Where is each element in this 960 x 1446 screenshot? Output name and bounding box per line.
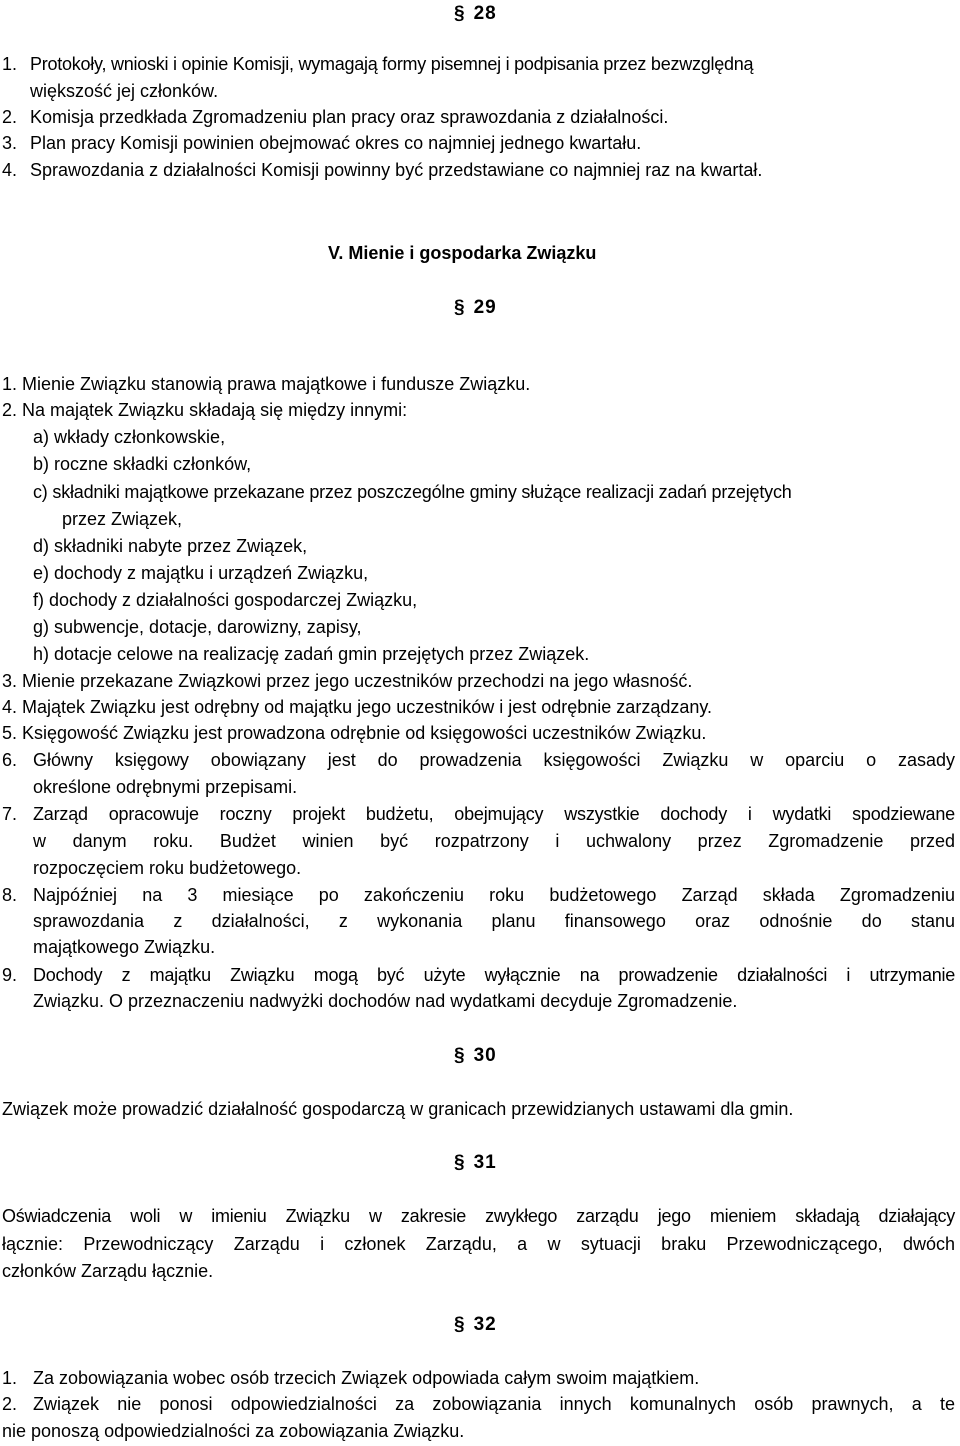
section-heading-29 xyxy=(454,296,497,320)
section-symbol: § xyxy=(454,1045,466,1066)
s28-item-1-line-2: większość jej członków. xyxy=(30,81,219,101)
s29-paragraph-8-num: 8. xyxy=(2,885,18,905)
section-symbol: § xyxy=(454,297,466,318)
s29-sub-g: g) subwencje, dotacje, darowizny, zapisy, xyxy=(33,617,362,637)
s29-paragraph-9-num: 9. xyxy=(2,965,18,985)
section-heading-28 xyxy=(454,2,497,26)
s28-item-2: 2. Komisja przedkłada Zgromadzeniu plan pracy oraz sprawozdania z działalności. xyxy=(2,107,669,127)
s29-paragraph-4: 4. Majątek Związku jest odrębny od majątku jego uczestników i jest odrębnie zarządzany. xyxy=(2,697,713,717)
s28-item-1-line-1: 1. Protokoły, wnioski i opinie Komisji, wymagają formy pisemnej i podpisania przez bezwzględną xyxy=(2,54,754,74)
s28-item-3: 3. Plan pracy Komisji powinien obejmować okres co najmniej jednego kwartału. xyxy=(2,133,642,153)
s29-paragraph-7-line-3: rozpoczęciem roku budżetowego. xyxy=(33,858,302,878)
s29-paragraph-1: 1. Mienie Związku stanowią prawa majątkowe i fundusze Związku. xyxy=(2,374,531,394)
section-symbol: § xyxy=(454,1152,466,1173)
section-number: 29 xyxy=(473,297,497,318)
s29-paragraph-6-line-1: Główny księgowy obowiązany jest do prowadzenia księgowości Związku w oparciu o zasady xyxy=(33,750,955,770)
s32-paragraph-2-num: 2. xyxy=(2,1394,18,1414)
s29-sub-e: e) dochody z majątku i urządzeń Związku, xyxy=(33,563,369,583)
s29-sub-f: f) dochody z działalności gospodarczej Związku, xyxy=(33,590,418,610)
s32-paragraph-2-line-2: nie ponoszą odpowiedzialności za zobowiązania Związku. xyxy=(2,1421,465,1441)
s32-paragraph-1-num: 1. xyxy=(2,1368,18,1388)
s29-sub-d: d) składniki nabyte przez Związek, xyxy=(33,536,308,556)
s30-text: Związek może prowadzić działalność gospodarczą w granicach przewidzianych ustawami dla gmin. xyxy=(2,1099,794,1119)
s29-paragraph-6-num: 6. xyxy=(2,750,18,770)
section-number: 30 xyxy=(473,1045,497,1066)
section-number: 32 xyxy=(473,1314,497,1335)
s29-paragraph-7-line-2: w danym roku. Budżet winien być rozpatrzony i uchwalony przez Zgromadzenie przed xyxy=(33,831,955,851)
s31-line-1: Oświadczenia woli w imieniu Związku w zakresie zwykłego zarządu jego mieniem składają działający xyxy=(2,1206,955,1226)
s31-line-3: członków Zarządu łącznie. xyxy=(2,1261,214,1281)
s29-sub-h: h) dotacje celowe na realizację zadań gmin przejętych przez Związek. xyxy=(33,644,590,664)
s29-paragraph-3: 3. Mienie przekazane Związkowi przez jego uczestników przechodzi na jego własność. xyxy=(2,671,693,691)
s29-paragraph-7-num: 7. xyxy=(2,804,18,824)
section-heading-30 xyxy=(454,1044,497,1068)
s32-paragraph-2-line-1: Związek nie ponosi odpowiedzialności za zobowiązania innych komunalnych osób prawnych, a te xyxy=(33,1394,955,1414)
s29-paragraph-8-line-2: sprawozdania z działalności, z wykonania planu finansowego oraz odnośnie do stanu xyxy=(33,911,955,931)
s28-item-4: 4. Sprawozdania z działalności Komisji powinny być przedstawiane co najmniej raz na kwartał. xyxy=(2,160,763,180)
section-symbol: § xyxy=(454,1314,466,1335)
s29-paragraph-5: 5. Księgowość Związku jest prowadzona odrębnie od księgowości uczestników Związku. xyxy=(2,723,707,743)
s29-paragraph-6-line-2: określone odrębnymi przepisami. xyxy=(33,777,298,797)
chapter-heading: V. Mienie i gospodarka Związku xyxy=(328,243,597,263)
section-number: 28 xyxy=(473,3,497,24)
s29-sub-b: b) roczne składki członków, xyxy=(33,454,252,474)
section-number: 31 xyxy=(473,1152,497,1173)
s29-sub-c: c) składniki majątkowe przekazane przez poszczególne gminy służące realizacji zadań przejętych xyxy=(33,482,792,502)
section-symbol: § xyxy=(454,3,466,24)
s29-sub-a: a) wkłady członkowskie, xyxy=(33,427,226,447)
s32-paragraph-1: Za zobowiązania wobec osób trzecich Związek odpowiada całym swoim majątkiem. xyxy=(33,1368,700,1388)
s29-paragraph-8-line-3: majątkowego Związku. xyxy=(33,937,216,957)
section-heading-31 xyxy=(454,1151,497,1175)
s31-line-2: łącznie: Przewodniczący Zarządu i członek Zarządu, a w sytuacji braku Przewodniczącego, dwóch xyxy=(2,1234,955,1254)
s29-paragraph-7-line-1: Zarząd opracowuje roczny projekt budżetu, obejmujący wszystkie dochody i wydatki spodziewane xyxy=(33,804,955,824)
s29-sub-c-cont: przez Związek, xyxy=(62,509,183,529)
s29-paragraph-2: 2. Na majątek Związku składają się między innymi: xyxy=(2,400,408,420)
section-heading-32 xyxy=(454,1313,497,1337)
s29-paragraph-9-line-2: Związku. O przeznaczeniu nadwyżki dochodów nad wydatkami decyduje Zgromadzenie. xyxy=(33,991,738,1011)
s29-paragraph-9-line-1: Dochody z majątku Związku mogą być użyte wyłącznie na prowadzenie działalności i utrzymanie xyxy=(33,965,955,985)
s29-paragraph-8-line-1: Najpóźniej na 3 miesiące po zakończeniu roku budżetowego Zarząd składa Zgromadzeniu xyxy=(33,885,955,905)
